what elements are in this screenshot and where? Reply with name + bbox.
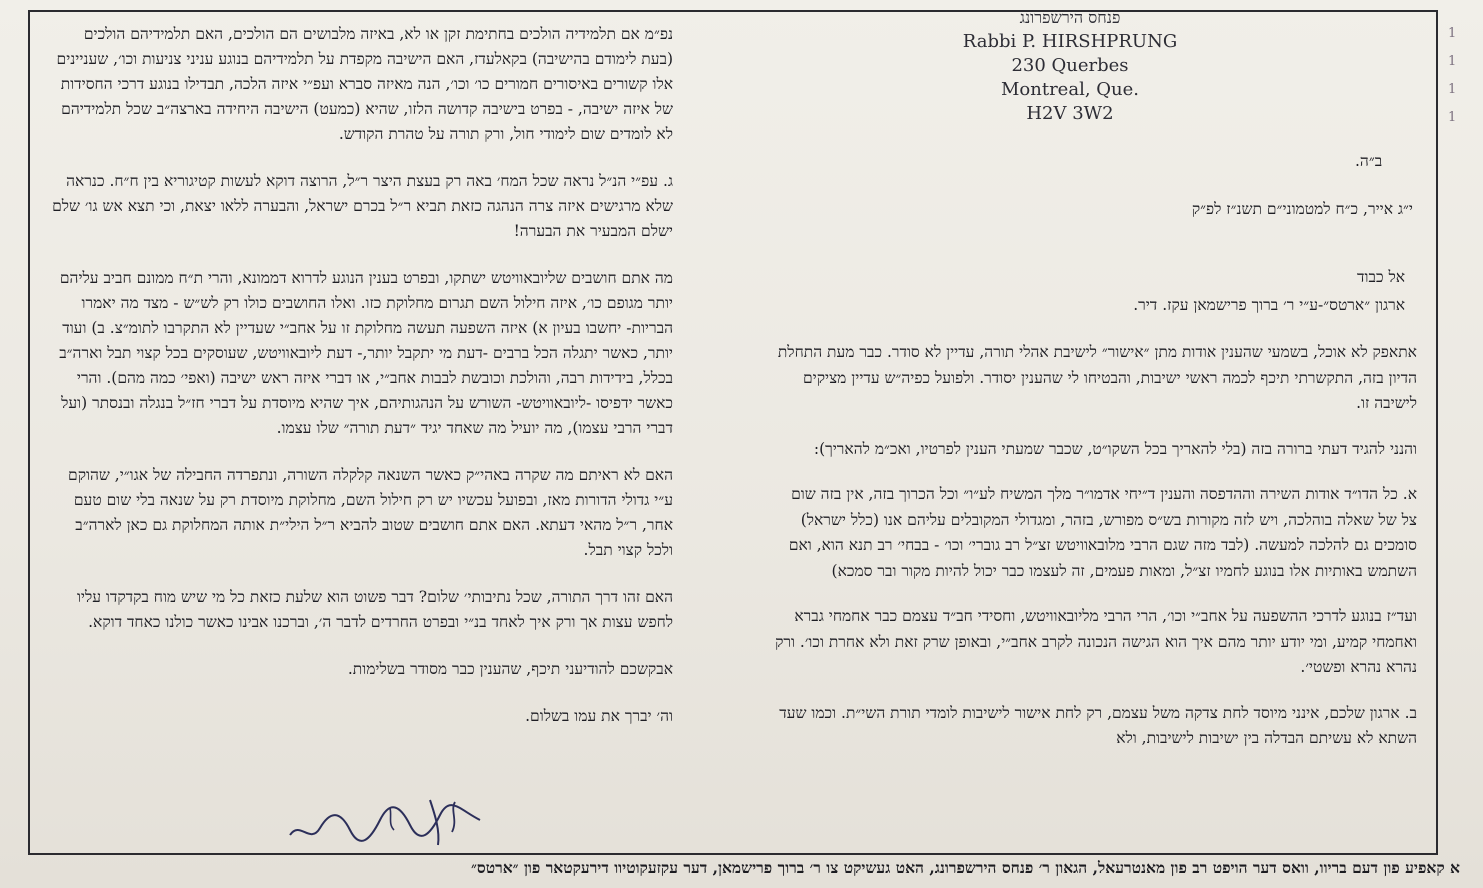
closing-blessing: וה׳ יברך את עמו בשלום. (525, 707, 673, 725)
paragraph: והנני להגיד דעתי ברורה בזה (בלי להאריך בכל השקו״ט, שכבר שמעתי הענין לפרטיו, ואכ״מ להאריך): (813, 439, 1417, 458)
left-column-body (48, 22, 673, 751)
right-column-body (772, 340, 1417, 772)
date-line: י״ג אייר, כ״ח למטמוני״ם תשנ״ז לפ״ק (1191, 200, 1413, 218)
paragraph: ב. ארגון שלכם, אינני מיוסד לחת צדקה משל עצמם, רק לחת אישור לישיבות לומדי תורת השי״ת. וכמו שעד השתא לא עשיתם הבדלה בין ישיבות לישיבות, ולא (779, 703, 1417, 747)
letterhead-city: Montreal, Que. (1000, 79, 1139, 100)
bh-mark: ב״ה. (1355, 152, 1383, 170)
margin-mark: 1 (1448, 110, 1457, 125)
letterhead-postal: H2V 3W2 (1026, 103, 1114, 124)
margin-mark: 1 (1448, 54, 1457, 69)
margin-marks (1448, 20, 1468, 130)
addressee: ארגון ״ארטס״-ע״י ר׳ ברוך פרישמאן עקז. דיר. (1133, 296, 1405, 314)
handwritten-signature (280, 790, 490, 850)
paragraph: ועד״ז בנוגע לדרכי ההשפעה על אחב״י וכו׳, הרי הרבי מליובאוויטש, וחסידי חב״ד עצמם כבר אחמחי גברא ואחמחי קמיע, ומי יודע יותר מהם איך הוא הגישה הנכונה לקרב אחב״י, ובאופן שרק זאת ולא אחרת וכו׳. ורק נהרא נהרא ופשטי׳. (775, 607, 1417, 676)
paragraph: ג. עפ״י הנ״ל נראה שכל המח׳ באה רק בעצת היצר ר״ל, הרוצה דוקא לעשות קטיגוריא בין ח״ח. כנראה שלא מרגישים איזה צרה הנהגה כזאת תביא ר״ל בכרם ישראל, והבערה ללאו יצאת, וכי תצא אש גו׳ שלם ישלם המבעיר את הבערה! (52, 172, 673, 240)
salutation: אל כבוד (1357, 268, 1405, 286)
paragraph: האם זהו דרך התורה, שכל נתיבותי׳ שלום? דבר פשוט הוא שלעת כזאת כל מי שיש מוח בקדקדו עליו לחפש עצות אך ורק איך לאחד בנ״י ובפרט החרדים לדבר ה׳, וברכנו אבינו כאשר כולנו כאחד דוקא. (76, 588, 673, 631)
footer-caption: א קאפיע פון דעם בריוו, וואס דער הויפט רב פון מאנטרעאל, הגאון ר׳ פנחס הירשפרונג, האט געשיקט צו ר׳ ברוך פרישמאן, דער עקזעקוטיוו דירעקטאר פון ״ארטס״ (471, 858, 1460, 877)
letterhead-english-name: Rabbi P. HIRSHPRUNG (962, 31, 1178, 52)
letterhead (940, 6, 1200, 126)
paragraph: אתאפק לא אוכל, בשמעי שהענין אודות מתן ״אישור״ לישיבת אהלי תורה, עדיין לא סודר. כבר מעת התחלת הדיון בזה, התקשרתי תיכף לכמה ראשי ישיבות, והבטיחו לי שהענין יסודר. ולפועל כפיה״ש עדיין מציקים לישיבה זו. (777, 343, 1417, 412)
margin-mark: 1 (1448, 26, 1457, 41)
letterhead-street: 230 Querbes (1011, 55, 1129, 76)
paragraph: האם לא ראיתם מה שקרה באהי״ק כאשר השנאה קלקלה השורה, ונתפרדה החבילה של אגו״י, שהוקם ע״י גדולי הדורות מאז, ובפועל עכשיו יש רק חילול השם, מחלוקת מיוסדת רק על שנאה בלי שום טעם אחר, ר״ל מהאי דעתא. האם אתם חושבים שטוב להביא ר״ל הילי״ת אותה המחלוקת גם כאן לארה״ב ולכל קצוי תבל. (68, 466, 673, 559)
letterhead-hebrew-name: פנחס הירשפרונג (1019, 8, 1121, 27)
paragraph: מה אתם חושבים שליובאוויטש ישתקו, ובפרט בענין הנוגע לדרוא דממונא, והרי ת״ח ממונם חביב עליהם יותר מגופם כו׳, איזה חילול השם תגרום מחלוקת כזו. ואלו החושבים כולו רק לש״ש - מצד מה יאמרו הבריות- יחשבו בעיון א) איזה השפעה תעשה מחלוקת זו על אחב״י שעדיין לא התקרבו לתומ״צ. ב) ועוד יותר, כאשר יתגלה הכל ברבים -דעת מי יתקבל יותר,- דעת ליובאוויטש, שעוסקים בכל קצוי תבל וארה״ב בכלל, בידידות רבה, והולכת וכובשת לבבות אחב״י, או דברי איזה ראש ישיבה (ואפי׳ כמה מהם). והרי כאשר ידפיסו -ליובאוויטש- השורש על הנהגותיהם, איך שהיא מיוסדת על דברי חז״ל בנגלה ובנסתר (ועל דברי הרבי עצמו), מה יועיל מה שאחד יגיד ״דעת תורה״ שלו עצמו. (59, 269, 673, 437)
margin-mark: 1 (1448, 82, 1457, 97)
paragraph: נפ״מ אם תלמידיה הולכים בחתימת זקן או לא, באיזה מלבושים הם הולכים, האם תלמידיהם הולכים (בעת לימודם בהישיבה) בקאלעדז, האם הישיבה מקפדת על תלמידיהם בנוגע עניני צניעות וכו׳, שעניינים אלו קשורים באיסורים חמורים כו׳ וכו׳, הנה מאיזה סברא ועפ״י איזה הלכה, תבדילו בנוגע דרכי החסידות של איזה ישיבה, - בפרט בישיבה קדושה הלזו, שהיא (כמעט) הישיבה היחידה בארצה״ב שכל תלמידיהם לא לומדים שום לימודי חול, ורק תורה על טהרת הקודש. (56, 25, 673, 143)
paragraph: א. כל הדו״ד אודות השירה וההדפסה והענין ד״יחי אדמו״ר מלך המשיח לע״ו״ וכל הכרוך בזה, אין בזה שום צל של שאלה בוהלכה, ויש לזה מקורות בש״ס מפורש, בזהר, ומגדולי המקובלים עליהם אנו (כלל ישראל) סומכים גם להלכה למעשה. (לבד מזה שגם הרבי מלובאוויטש זצ״ל רב גוברי׳ וכו׳ - בבחי׳ רב תנא הוא, ואם השתמש באותיות אלו בנוגע לחמיו זצ״ל, ומאות פעמים, זה לעצמו כבר יכול להיות מקור ובר סמכא) (788, 485, 1417, 580)
closing-request: אבקשכם להודיעני תיכף, שהענין כבר מסודר בשלימות. (347, 660, 673, 678)
